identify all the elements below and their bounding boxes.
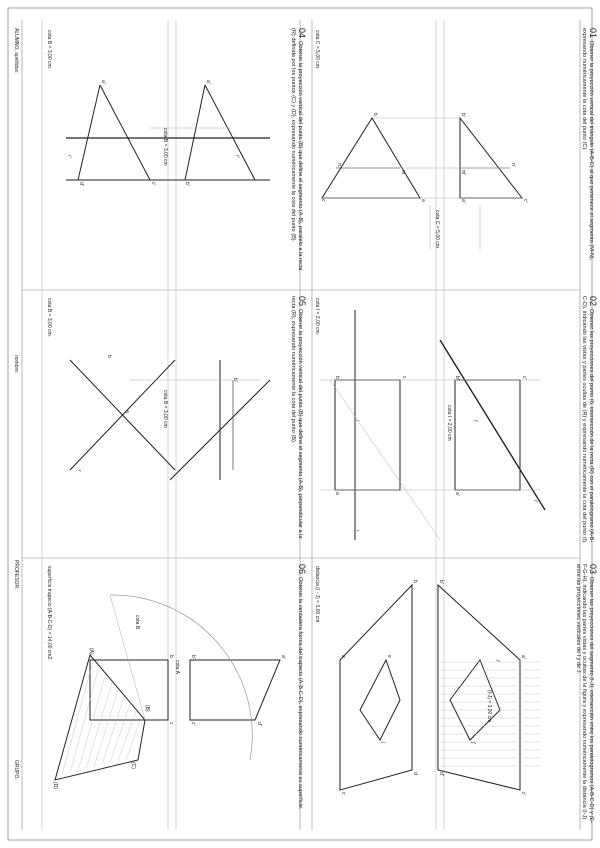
point-label: b' bbox=[184, 182, 190, 186]
exercise-number: 01 bbox=[588, 28, 598, 39]
point-label: b' bbox=[190, 655, 196, 659]
footer-profesor: PROFESOR: bbox=[13, 560, 19, 590]
point-label: c' bbox=[520, 792, 526, 796]
point-label: r' bbox=[66, 155, 72, 158]
point-label: b bbox=[412, 580, 418, 583]
point-label: r bbox=[354, 530, 360, 532]
exercise-text: Obtener la proyección vertical del triángulo (A-B-C) al que pertenece el segmento (M-N), expresando numéricamente la cota del punto (C). bbox=[581, 28, 594, 261]
exercise-01-result: cota C = 5,00 cm. bbox=[314, 30, 320, 70]
point-label: i' bbox=[494, 660, 500, 663]
point-label: a bbox=[334, 492, 340, 495]
exercise-05-figure bbox=[70, 360, 270, 480]
point-label: b bbox=[106, 355, 112, 358]
annotation-dist-ij: (I-J) = 3,00 cm bbox=[486, 690, 492, 723]
point-label: b bbox=[372, 113, 378, 116]
exercise-05-title bbox=[290, 296, 305, 546]
footer-alumno: ALUMNO, apellidos: bbox=[13, 28, 19, 74]
annotation-cota-b6: cota B bbox=[134, 615, 140, 630]
exercise-02-title bbox=[581, 296, 596, 546]
exercise-03-result: distancia (I - J) = 3,00 cm. bbox=[314, 566, 320, 624]
point-label: c bbox=[340, 792, 346, 795]
exercise-05-result: cota B = 3,00 cm. bbox=[46, 298, 52, 338]
point-label: (C) bbox=[130, 762, 136, 769]
point-label: n bbox=[336, 163, 342, 166]
footer-nombre: nombre: bbox=[13, 355, 19, 374]
exercise-text: Obtener las proyecciones del punto (I), intersección de la recta (R) con el paralelogramo (A-B-C-D), indicando las vistas y partes ocultas de (R) y expresando numéricamente la cota del punto (I). bbox=[581, 296, 594, 544]
point-label: d' bbox=[256, 722, 262, 726]
exercise-text: Obtener la proyección vertical del punto (B) que define el segmento (A-B), perpendicular a la recta (R), expresando numéricamente la cota del punto (B). bbox=[290, 296, 303, 539]
annotation-cota-i: cota I = 2,00 cm bbox=[446, 405, 452, 441]
point-label: a bbox=[420, 199, 426, 202]
point-label: b' bbox=[460, 113, 466, 117]
point-label: b bbox=[334, 376, 340, 379]
point-label: a' bbox=[100, 80, 106, 84]
point-label: j bbox=[380, 742, 386, 744]
footer-grupo: GRUPO: bbox=[13, 760, 19, 780]
point-label: i' bbox=[472, 420, 478, 423]
point-label: b' bbox=[438, 580, 444, 584]
exercise-number: 02 bbox=[588, 296, 598, 307]
point-label: c' bbox=[521, 376, 527, 380]
point-label: c bbox=[320, 199, 326, 202]
exercise-06-title bbox=[296, 564, 305, 814]
exercise-03-figure bbox=[340, 585, 540, 790]
point-label: a' bbox=[460, 199, 466, 203]
exercise-number: 04 bbox=[297, 28, 307, 39]
point-label: a' bbox=[454, 492, 460, 496]
exercise-01-figure bbox=[322, 118, 522, 250]
point-label: a bbox=[124, 410, 130, 413]
exercise-01-title bbox=[581, 28, 596, 268]
exercise-text: Obtener la proyección vertical del punto (B) que define el segmento (A-B), paralelo a la recta (R) definida por los puntos (C) y (D), expresando numéricamente la cota del punto (B). bbox=[290, 28, 303, 271]
point-label: i bbox=[354, 420, 360, 422]
point-label: c bbox=[401, 376, 407, 379]
exercise-06-result: superficie trapecio (A-B-C-D) = 14,00 cm2. bbox=[46, 566, 52, 661]
point-label: j' bbox=[470, 742, 476, 745]
exercise-02-figure bbox=[320, 310, 545, 540]
point-label: d' bbox=[78, 182, 84, 186]
exercise-number: 06 bbox=[297, 564, 307, 575]
point-label: c' bbox=[522, 199, 528, 203]
point-label: d' bbox=[438, 772, 444, 776]
point-label: (A) bbox=[88, 648, 94, 655]
point-label: a' bbox=[520, 655, 526, 659]
point-label: m bbox=[400, 170, 406, 175]
point-label: c' bbox=[150, 182, 156, 186]
point-label: b' bbox=[454, 376, 460, 380]
exercise-02-result: cota I = 2,00 cm. bbox=[314, 298, 320, 336]
annotation-cota-c: cota C = 5,00 cm bbox=[434, 210, 440, 248]
point-label: d bbox=[412, 772, 418, 775]
exercise-text: Obtener las proyecciones del segmento (I-J), intersección entre los paralelogramos (A-B-C-D) y (E-F-G-H), indicando las partes vistas y ocultas de la figura y expresando numéricamente la distancia (I-J) entre las proyecciones verticales de I y de J. bbox=[574, 564, 594, 823]
point-label: (D) bbox=[52, 782, 58, 789]
point-label: m' bbox=[460, 170, 466, 176]
point-label: c bbox=[168, 722, 174, 725]
point-label: r' bbox=[532, 500, 538, 503]
exercise-04-result: cota B = 3,00 cm. bbox=[46, 30, 52, 70]
point-label: a' bbox=[280, 655, 286, 659]
point-label: b' bbox=[232, 378, 238, 382]
exercise-06-figure bbox=[55, 595, 280, 780]
point-label: a' bbox=[205, 80, 211, 84]
annotation-cota-b5: cota B = 3,00 cm bbox=[162, 390, 168, 428]
point-label: c' bbox=[190, 722, 196, 726]
point-label: n' bbox=[510, 163, 516, 167]
exercise-text: Obtener la verdadera forma del trapecio (A-B-C-D), expresando numéricamente su superficie. bbox=[297, 577, 303, 810]
point-label: r bbox=[76, 470, 82, 472]
exercise-04-title bbox=[290, 28, 305, 278]
exercise-number: 03 bbox=[588, 564, 598, 575]
annotation-cota-a: cota A bbox=[174, 660, 180, 674]
point-label: r' bbox=[234, 155, 240, 158]
exercise-number: 05 bbox=[297, 296, 307, 307]
point-label: b bbox=[168, 655, 174, 658]
annotation-cota-b4: cota B = 3,00 cm bbox=[162, 128, 168, 166]
point-label: (B) bbox=[144, 705, 150, 712]
point-label: e bbox=[386, 655, 392, 658]
point-label: a bbox=[340, 655, 346, 658]
exercise-03-title bbox=[574, 564, 596, 824]
